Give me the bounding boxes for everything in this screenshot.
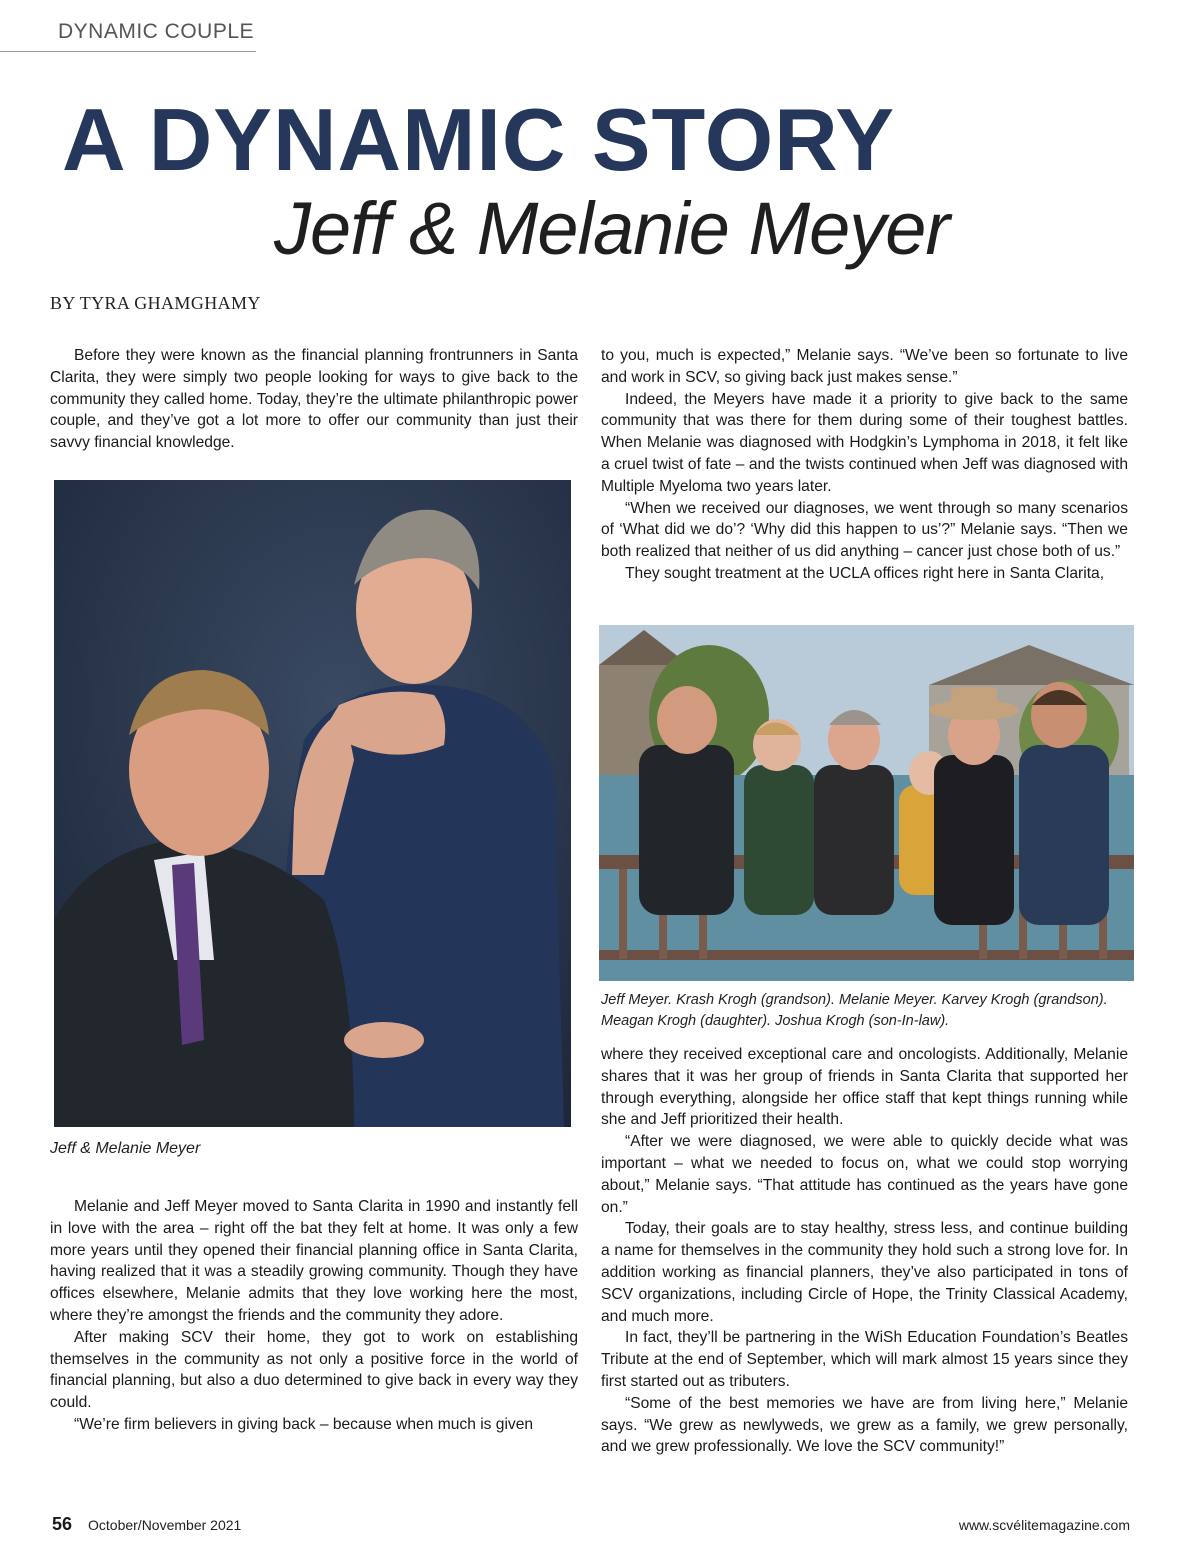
paragraph: “When we received our diagnoses, we went through so many scenarios of ‘What did we do’? ‘Why did this happen to us’?” Melanie says. “Then we both realized that neither of us did anything – cancer just chose both of us.” bbox=[601, 499, 1128, 561]
right-bottom-column bbox=[601, 1044, 1128, 1458]
intro-column bbox=[50, 345, 578, 454]
paragraph: Indeed, the Meyers have made it a priority to give back to the same community that was there for them during some of their toughest battles. When Melanie was diagnosed with Hodgkin’s Lymphoma in 2018, it felt like a cruel twist of fate – and the twists continued when Jeff was diagnosed with Multiple Myeloma two years later. bbox=[601, 390, 1128, 495]
page-number: 56 bbox=[52, 1514, 73, 1534]
couple-photo-caption: Jeff & Melanie Meyer bbox=[50, 1140, 201, 1157]
headline: A DYNAMIC STORY bbox=[62, 90, 896, 189]
subhead: Jeff & Melanie Meyer bbox=[274, 187, 950, 270]
issue-date: October/November 2021 bbox=[88, 1517, 242, 1533]
paragraph: where they received exceptional care and oncologists. Additionally, Melanie shares that it was her group of friends in Santa Clarita that supported her through everything, alongside her office staff that kept things running while she and Jeff prioritized their health. bbox=[601, 1046, 1128, 1129]
section-tag: DYNAMIC COUPLE bbox=[58, 20, 255, 43]
section-rule bbox=[0, 51, 256, 52]
couple-photo bbox=[54, 480, 571, 1127]
paragraph: “Some of the best memories we have are from living here,” Melanie says. “We grew as newlyweds, we grew as a family, we grew personally, and we grew professionally. We love the SCV community!” bbox=[601, 1394, 1128, 1456]
paragraph: to you, much is expected,” Melanie says. “We’ve been so fortunate to live and work in SCV, so giving back just makes sense.” bbox=[601, 347, 1128, 386]
intro-paragraph: Before they were known as the financial planning frontrunners in Santa Clarita, they were simply two people looking for ways to give back to the community they called home. Today, they’re the ultimate philanthropic power couple, and they’ve got a lot more to offer our community than just their savvy financial knowledge. bbox=[50, 347, 578, 452]
paragraph: “We’re firm believers in giving back – because when much is given bbox=[74, 1415, 534, 1433]
left-bottom-column bbox=[50, 1196, 578, 1436]
right-top-column bbox=[601, 345, 1128, 585]
family-photo bbox=[599, 625, 1134, 981]
paragraph: Melanie and Jeff Meyer moved to Santa Clarita in 1990 and instantly fell in love with the area – right off the bat they felt at home. It was only a few more years until they opened their financial planning office in Santa Clarita, having realized that it was a steadily growing community. Though they have offices elsewhere, Melanie admits that they love working here the most, where they’re amongst the friends and the community they adore. bbox=[50, 1198, 578, 1324]
paragraph: Today, their goals are to stay healthy, stress less, and continue building a name for themselves in the community they hold such a strong love for. In addition working as financial planners, they’ve also participated in tons of SCV organizations, including Circle of Hope, the Trinity Classical Academy, and much more. bbox=[601, 1220, 1128, 1325]
website-url: www.scvélitemagazine.com bbox=[958, 1517, 1130, 1533]
paragraph: In fact, they’ll be partnering in the WiSh Education Foundation’s Beatles Tribute at the end of September, which will mark almost 15 years since they first started out as tributers. bbox=[601, 1329, 1128, 1390]
family-photo-caption: Jeff Meyer. Krash Krogh (grandson). Melanie Meyer. Karvey Krogh (grandson). Meagan Krogh (daughter). Joshua Krogh (son-In-law). bbox=[601, 992, 1108, 1029]
paragraph: They sought treatment at the UCLA offices right here in Santa Clarita, bbox=[625, 564, 1105, 582]
byline: BY TYRA GHAMGHAMY bbox=[50, 293, 261, 313]
paragraph: “After we were diagnosed, we were able to quickly decide what was important – what we needed to focus on, what we could stop worrying about,” Melanie says. “That attitude has continued as the years have gone on.” bbox=[601, 1133, 1128, 1216]
paragraph: After making SCV their home, they got to work on establishing themselves in the community as not only a positive force in the world of financial planning, but also a duo determined to give back in every way they could. bbox=[50, 1328, 578, 1412]
